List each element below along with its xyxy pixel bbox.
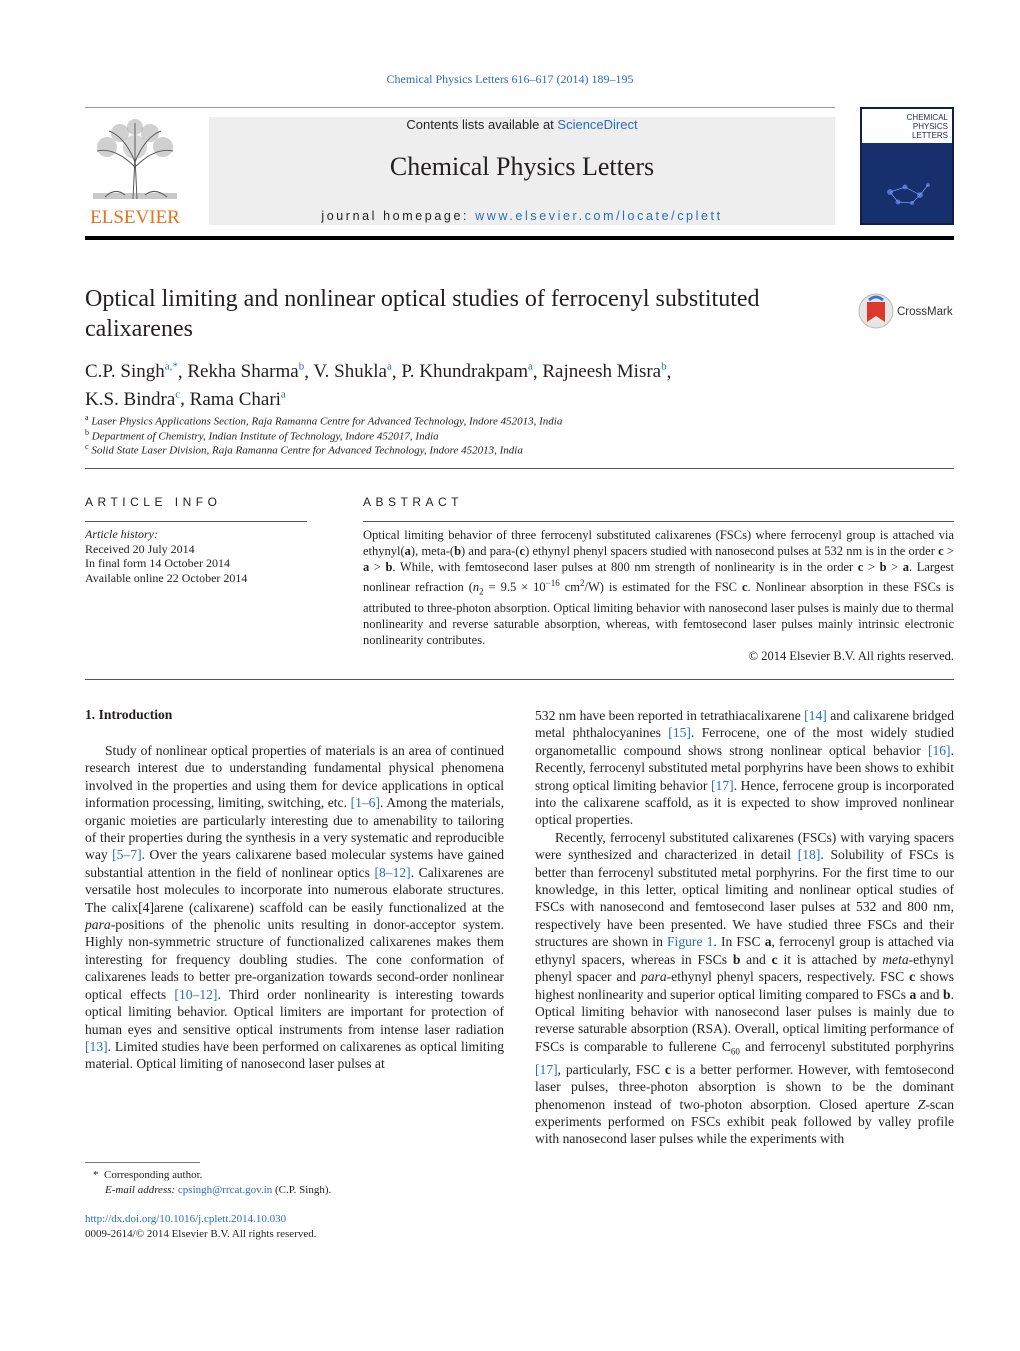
- author-name: P. Khundrakpam: [401, 361, 528, 383]
- author-separator: ,: [177, 361, 188, 383]
- author-list: [85, 356, 845, 411]
- elsevier-wordmark: ELSEVIER: [90, 207, 180, 227]
- abstract-body: [363, 527, 954, 664]
- intro-paragraph-2: Recently, ferrocenyl substituted calixarenes (FSCs) with varying spacers were synthesized and characterized in detail [18]. Solubility of FSCs is better than ferrocenyl substituted metal porphyrins. For the first time to our knowledge, in this letter, optical limiting and nonlinear optical studies of FSCs with nanosecond and femtosecond laser pulses at 532 and 800 nm, respectively have been presented. We have studied three FSCs and their structures are shown in Figure 1. In FSC a, ferrocenyl group is attached via ethynyl spacers, whereas in FSCs b and c it is attached by meta-ethynyl phenyl spacer and para-ethynyl phenyl spacers, respectively. FSC c shows highest nonlinearity and superior optical limiting compared to FSCs a and b. Optical limiting behavior with nanosecond laser pulses is mainly due to reverse saturable absorption (RSA). Overall, optical limiting performance of FSCs is comparable to fullerene $C_{60}$ and ferrocenyl substituted porphyrins [17], particularly, FSC c is a better performer. However, with femtosecond laser pulses, three-photon absorption is shown to be the dominant phenomenon instead of two-photon absorption. Closed aperture Z-scan experiments performed on FSCs exhibit peak followed by valley profile with nanosecond laser pulses while the experiments with: [535, 829, 955, 1147]
- crossmark-icon: [858, 292, 958, 330]
- author[interactable]: [187, 361, 304, 382]
- cover-title-1: CHEMICAL: [906, 113, 948, 122]
- affiliation-mark: b: [85, 428, 89, 437]
- author-separator: ,: [532, 361, 543, 383]
- history-online: Available online 22 October 2014: [85, 570, 248, 585]
- doi-link[interactable]: http://dx.doi.org/10.1016/j.cplett.2014.10.030: [85, 1213, 287, 1225]
- author-separator: ,: [304, 361, 314, 383]
- citation-link[interactable]: [13]: [85, 1038, 108, 1054]
- citation-link[interactable]: [10–12]: [174, 986, 218, 1002]
- author[interactable]: [85, 361, 178, 382]
- article-history: [85, 527, 315, 585]
- footnote-doi-block: [85, 1212, 505, 1241]
- author[interactable]: [401, 361, 533, 382]
- citation-link[interactable]: [8–12]: [374, 864, 411, 880]
- contents-prefix: Contents lists available at: [406, 117, 558, 132]
- intro-paragraph-1: Study of nonlinear optical properties of materials is an area of continued research interest due to understanding fundamental physical phenomena involved in the properties and using them for device applications in optical information processing, limiting, switching, etc. [1–6]. Among the materials, organic moieties are particularly interesting due to amenability to tailoring of their properties during the synthesis in a very systematic and reproducible way [5–7]. Over the years calixarene based molecular systems have gained substantial attention in the field of nonlinear optics [8–12]. Calixarenes are versatile host molecules to incorporate into numerous elaborate structures. The calix[4]arene (calixarene) scaffold can be easily functionalized at the para-positions of the phenolic units resulting in donor-acceptor system. Highly non-symmetric structure of functionalized calixarenes makes them interesting for frequency doubling studies. The cone conformation of calixarenes leads to better pre-organization towards second-order nonlinear optical effects [10–12]. Third order nonlinearity is interesting towards optical limiting behavior. Optical limiters are important for protection of human eyes and sensitive optical instruments from intense laser radiation [13]. Limited studies have been performed on calixarenes as optical limiting material. Optical limiting of nanosecond laser pulses at: [85, 743, 505, 1072]
- author[interactable]: [313, 361, 391, 382]
- intro-paragraph-1-cont: 532 nm have been reported in tetrathiacalixarene [14] and calixarene bridged metal phthalocyanines [15]. Ferrocene, one of the most widely studied organometallic compound shows strong nonlinear optical behavior [16]. Recently, ferrocenyl substituted metal porphyrins have been shows to exhibit strong optical limiting behavior [17]. Hence, ferrocene group is incorporated into the calixarene scaffold, as it is expected to show improved nonlinear optical properties.: [535, 708, 954, 828]
- author-affiliation-mark[interactable]: a: [386, 361, 392, 373]
- sciencedirect-link[interactable]: ScienceDirect: [557, 117, 638, 132]
- article-info-heading: ARTICLE INFO: [85, 495, 222, 509]
- authors-line-2: [85, 383, 845, 410]
- elsevier-logo[interactable]: [85, 117, 185, 227]
- author-affiliation-mark[interactable]: b: [661, 361, 667, 373]
- article-info-rule: [85, 521, 307, 522]
- journal-citation[interactable]: Chemical Physics Letters 616–617 (2014) 189–195: [386, 72, 634, 86]
- abstract-copyright: © 2014 Elsevier B.V. All rights reserved.: [748, 648, 954, 663]
- author-affiliation-mark[interactable]: a: [527, 361, 533, 373]
- citation-link[interactable]: [17]: [711, 777, 734, 793]
- abstract-bottom-rule: [85, 679, 954, 680]
- abstract-paragraph: Optical limiting behavior of three ferrocenyl substituted calixarenes (FSCs) where ferrocenyl group is attached via ethynyl(a), meta-(b) and para-(c) ethynyl phenyl spacers studied with nanosecond pulses at 532 nm is in the order c > a > b. While, with femtosecond laser pulses at 800 nm strength of nonlinearity is in the order c > b > a. Largest nonlinear refraction ($n_2 = 9.5 \times 10^{-16}$ $cm^2/W$) is estimated for the FSC c. Nonlinear absorption in these FSCs is attributed to three-photon absorption. Optical limiting behavior with nanosecond laser pulses is mainly due to thermal nonlinearity and reverse saturable absorption, whereas, with femtosecond laser pulses mainly intrinsic electronic nonlinearity contributes.: [363, 528, 954, 647]
- author-affiliation-mark[interactable]: a,*: [164, 361, 178, 373]
- history-received: Received 20 July 2014: [85, 541, 195, 556]
- journal-cover[interactable]: [860, 107, 954, 225]
- corresponding-author-note: * Corresponding author.: [93, 1169, 203, 1181]
- abstract-rule: [363, 521, 954, 522]
- author-affiliation-mark[interactable]: a: [280, 388, 286, 401]
- header-rule: [85, 107, 835, 108]
- citation-link[interactable]: [18]: [797, 847, 821, 863]
- journal-cover-image: [860, 107, 954, 225]
- author-name: C.P. Singh: [85, 361, 165, 383]
- journal-title: Chemical Physics Letters: [389, 152, 655, 181]
- homepage-prefix: journal homepage:: [321, 209, 476, 223]
- author-affiliation-mark[interactable]: b: [298, 361, 305, 373]
- email-note: [93, 1183, 513, 1198]
- affiliation-text: Solid State Laser Division, Raja Ramanna Centre for Advanced Technology, Indore 452013, India: [91, 444, 523, 457]
- email-suffix: (C.P. Singh).: [272, 1183, 332, 1196]
- author-separator: ,: [391, 361, 402, 383]
- corresponding-text: Corresponding author.: [104, 1169, 203, 1181]
- author-affiliation-mark[interactable]: c: [175, 388, 181, 401]
- citation-link[interactable]: [14]: [804, 708, 827, 723]
- affiliation-text: Department of Chemistry, Indian Institute of Technology, Indore 452017, India: [91, 430, 439, 443]
- crossmark-label: CrossMark: [897, 306, 953, 318]
- body-column-right: [535, 707, 954, 1148]
- contents-line: [209, 117, 835, 132]
- author-separator: ,: [666, 361, 672, 383]
- footnote-rule: [85, 1162, 200, 1163]
- journal-homepage: [209, 209, 835, 223]
- history-label: Article history:: [85, 527, 158, 541]
- cover-title-3: LETTERS: [911, 131, 948, 140]
- article-title: Optical limiting and nonlinear optical studies of ferrocenyl substituted calixarenes: [85, 286, 760, 342]
- author-name: Rama Chari: [189, 388, 281, 410]
- header-thick-rule: [85, 236, 954, 240]
- author-name: Rajneesh Misra: [542, 361, 662, 383]
- homepage-link[interactable]: www.elsevier.com/locate/cplett: [475, 209, 723, 223]
- footnote-corresponding: [93, 1168, 513, 1197]
- affiliation-mark: a: [85, 413, 89, 422]
- citation-link[interactable]: [1–6]: [350, 795, 381, 811]
- figure-link[interactable]: Figure 1: [667, 934, 714, 950]
- affiliations-rule: [85, 468, 954, 469]
- author[interactable]: [190, 389, 286, 410]
- citation-link[interactable]: [5–7]: [112, 847, 142, 863]
- crossmark-badge[interactable]: [858, 292, 958, 330]
- affiliation: [85, 440, 845, 458]
- citation-link[interactable]: [17]: [535, 1061, 558, 1077]
- section-heading-introduction: 1. Introduction: [85, 707, 173, 722]
- elsevier-tree-icon: [85, 117, 185, 227]
- citation-link[interactable]: [15]: [668, 725, 691, 741]
- authors-line-1: [85, 356, 845, 383]
- author-name: V. Shukla: [313, 361, 387, 383]
- author-name: Rekha Sharma: [187, 361, 299, 383]
- cover-title-2: PHYSICS: [912, 122, 948, 131]
- history-revised: In final form 14 October 2014: [85, 556, 230, 570]
- abstract-heading: ABSTRACT: [363, 495, 464, 509]
- author[interactable]: [85, 389, 180, 410]
- issn-copyright: 0009-2614/© 2014 Elsevier B.V. All rights reserved.: [85, 1227, 317, 1240]
- body-column-left: [85, 742, 504, 1073]
- author-separator: ,: [180, 388, 190, 410]
- citation-link[interactable]: [16]: [927, 742, 951, 758]
- email-label: E-mail address:: [105, 1183, 178, 1196]
- author[interactable]: [542, 361, 666, 382]
- affiliation-text: Laser Physics Applications Section, Raja Ramanna Centre for Advanced Technology, Indore 452013, India: [91, 415, 563, 428]
- affiliation-mark: c: [85, 442, 89, 451]
- email-link[interactable]: cpsingh@rrcat.gov.in: [177, 1183, 273, 1196]
- author-name: K.S. Bindra: [85, 388, 176, 410]
